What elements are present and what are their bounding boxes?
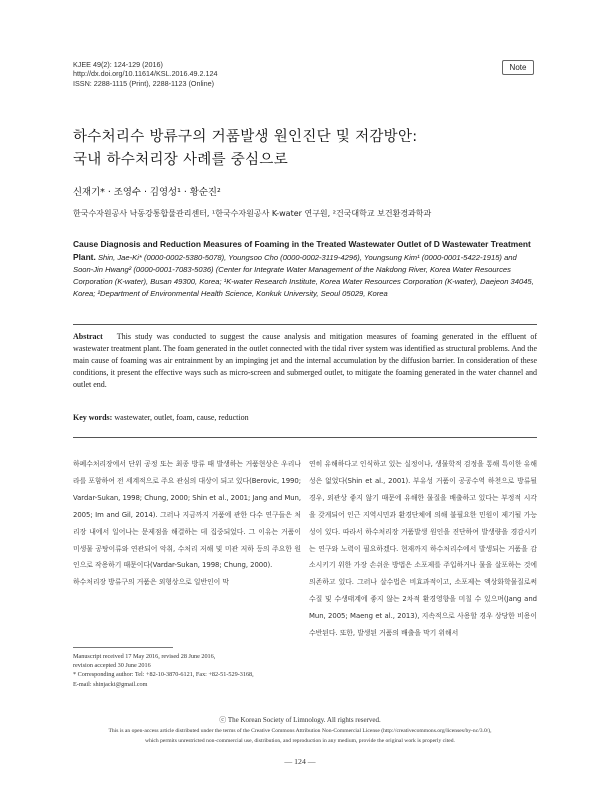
journal-citation: KJEE 49(2): 124-129 (2016) xyxy=(73,60,163,69)
abstract-label: Abstract xyxy=(73,332,103,341)
korean-authors: 신재기* · 조영수 · 김영성¹ · 황순진² xyxy=(73,187,221,198)
keywords-label: Key words: xyxy=(73,413,113,422)
english-affiliations: (Center for Integrate Water Management of the Nakdong River, Korea Water Resources Corporation (K-water), Busan 49300, Korea; ¹K-water Research Institute, Korea Water Resources Corporation (K-water), Daejeon 34045, Korea; ²Department of Environmental Health Science, Konkuk University, Seoul 05029, Korea xyxy=(73,265,534,299)
korean-title-line1: 하수처리수 방류구의 거품발생 원인진단 및 저감방안: xyxy=(73,129,418,145)
footnote-divider xyxy=(73,647,173,648)
footnote-email: E-mail: shinjacki@gmail.com xyxy=(73,680,148,688)
english-authors: Shin, Jae-Ki* (0000-0002-5380-5078), Youngsoo Cho (0000-0002-3119-4296), Youngsung Kim¹ (0000-0001-5422-1915) and Soon-Jin Hwang² (0000-0001-7083-5036) xyxy=(73,253,517,275)
article-type-badge: Note xyxy=(502,60,534,75)
body-paragraph: 하수처리장 방류구의 거품은 외형상으로 일반인이 막 xyxy=(73,578,230,587)
english-title-block xyxy=(73,238,535,300)
copyright-line: ⓒ The Korean Society of Limnology. All rights reserved. xyxy=(219,716,381,724)
body-column-left xyxy=(73,456,301,591)
footnote-accepted: revision accepted 30 June 2016 xyxy=(73,662,151,670)
copyright-footer xyxy=(60,715,540,746)
footnote-received: Manuscript received 17 May 2016, revised 28 June 2016, xyxy=(73,653,216,660)
body-paragraph: 하폐수처리장에서 단위 공정 또는 최종 방류 때 발생하는 거품현상은 우리나라를 포함하여 전 세계적으로 주요 관심의 대상이 되고 있다(Berovic, 1990; Vardar-Sukan, 1998; Chung, 2000; Shin et al., 2001; Jang and Mun, 2005; Im and Gil, 2014). 그러나 지금까지 거품에 관한 다수 연구들은 처리장 내에서 일어나는 문제점을 해결하는 데 집중되었다. 그 이유는 거품이 미생물 공탕이류와 연관되어 악취, 수처리 저해 및 미관 저하 등의 주요한 원인으로 작용하기 때문이다(Vardar-Sukan, 1998; Chung, 2000). xyxy=(73,460,301,570)
body-column-right xyxy=(309,456,537,642)
body-paragraph: 연히 유해하다고 인식하고 있는 실정이나, 생물학적 검정을 통해 특이한 유해성은 없었다(Shin et al., 2001). 부유성 거품이 공공수역 하천으로 방류될 경우, 외관상 좋지 않기 때문에 유해한 물질을 배출하고 있다는 부정적 시각을 갖게되어 인근 지역시민과 환경단체에 의해 불필요한 민원이 제기될 가능성이 있다. 따라서 하수처리장 거품발생 원인을 진단하여 발생량을 경감시키는 연구와 노력이 필요하겠다. 현재까지 하수처리수에서 발생되는 거품을 감소시키기 위한 가장 손쉬운 방법은 소포제를 주입하거나 물을 살포하는 것에 의존하고 있다. 그러나 살수법은 비효과적이고, 소포제는 액상화학물질로써 수질 및 수생태계에 좋지 않는 2차적 환경영향을 미칠 수 있으며(Jang and Mun, 2005; Maeng et al., 2013), 지속적으로 사용할 경우 상당한 비용이 수반된다. 또한, 발생된 거품의 배출을 막기 위해서 xyxy=(309,460,537,638)
korean-title xyxy=(73,126,543,172)
abstract-text: This study was conducted to suggest the cause analysis and mitigation measures of foaming generated in the effluent of wastewater treatment plant. The foam generated in the outlet connected with the tidal river system was identified as structural problems. And the main cause of foaming was air entrainment by an impinging jet and the internal accumulation by the diffusion barrier. In consideration of these conditions, it present the effective ways such as micro-screen and submerged outlet, to mitigate the foaming generated in the water channel and outlet end. xyxy=(73,332,537,390)
footnote xyxy=(73,652,303,689)
keywords-text: wastewater, outlet, foam, cause, reduction xyxy=(114,413,249,422)
keywords xyxy=(73,413,537,422)
korean-title-line2: 국내 하수처리장 사례를 중심으로 xyxy=(73,152,289,168)
abstract xyxy=(73,331,537,391)
footnote-corresponding: * Corresponding author: Tel: +82-10-3870-6121, Fax: +82-51-529-3168, xyxy=(73,671,254,679)
english-title: Cause Diagnosis and Reduction Measures of Foaming in the Treated Wastewater Outlet of D Wastewater Treatment Plant. xyxy=(73,239,531,263)
page-number: ― 124 ― xyxy=(284,757,316,766)
journal-info xyxy=(73,60,218,88)
license-line: which permits unrestricted non-commercial use, distribution, and reproduction in any medium, provide the original work is properly cited. xyxy=(145,738,455,745)
journal-doi: http://dx.doi.org/10.11614/KSL.2016.49.2.124 xyxy=(73,69,218,79)
korean-affiliations: 한국수자원공사 낙동강통합물관리센터, ¹한국수자원공사 K-water 연구원, ²건국대학교 보건환경과학과 xyxy=(73,209,432,218)
license-line: This is an open-access article distributed under the terms of the Creative Commons Attribution Non-Commercial License (http://creativecommons.org/licenses/by-nc/3.0/), xyxy=(108,728,492,734)
journal-issn: ISSN: 2288-1115 (Print), 2288-1123 (Online) xyxy=(73,78,215,88)
